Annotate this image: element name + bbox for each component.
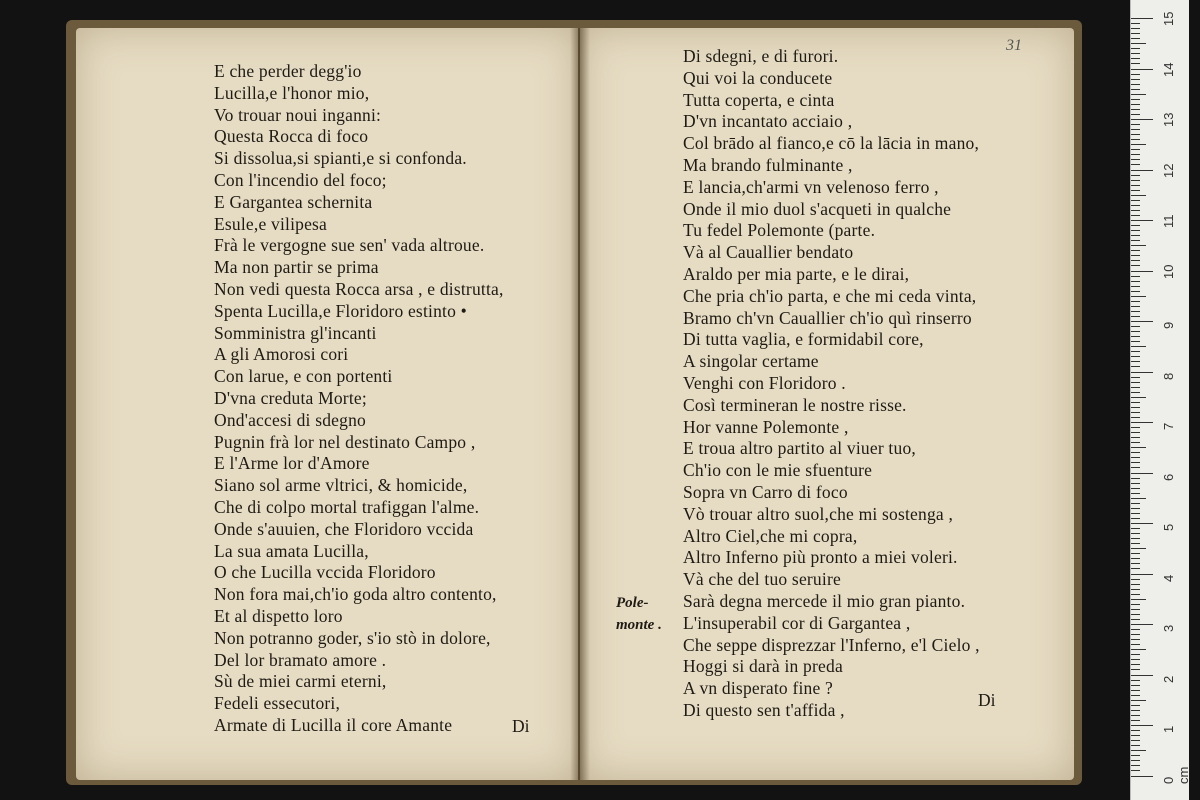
ruler-minor-tick [1131,331,1140,332]
ruler-minor-tick [1131,185,1140,186]
ruler-tick [1131,523,1153,524]
ruler-minor-tick [1131,609,1140,610]
ruler-minor-tick [1131,508,1140,509]
ruler-minor-tick [1131,730,1140,731]
speaker-label-line: monte . [616,617,662,633]
ruler-minor-tick [1131,109,1140,110]
text-line: D'vna creduta Morte; [214,387,367,408]
ruler-minor-tick [1131,498,1146,499]
ruler-tick [1131,220,1153,221]
text-line: Sarà degna mercede il mio gran pianto. [683,590,966,611]
ruler-minor-tick [1131,154,1140,155]
speaker-label [616,592,662,636]
ruler-minor-tick [1131,210,1140,211]
ruler-minor-tick [1131,240,1140,241]
ruler-minor-tick [1131,139,1140,140]
text-line: Così termineran le nostre risse. [683,394,907,415]
right-page-text [683,46,980,722]
ruler-minor-tick [1131,361,1140,362]
ruler-tick [1131,776,1153,777]
text-line: D'vn incantato acciaio , [683,111,853,132]
text-line: A gli Amorosi cori [214,344,349,365]
ruler-label: 2 [1161,675,1176,683]
ruler-minor-tick [1131,114,1140,115]
ruler-label: 11 [1161,214,1176,228]
ruler-minor-tick [1131,382,1140,383]
ruler-minor-tick [1131,700,1146,701]
ruler-minor-tick [1131,195,1146,196]
text-line: A singolar certame [683,351,819,372]
text-line: Vò trouar altro suol,che mi sostenga , [683,503,954,524]
ruler-minor-tick [1131,634,1140,635]
ruler-minor-tick [1131,104,1140,105]
text-line: E troua altro partito al viuer tuo, [683,438,916,459]
ruler-label: 10 [1161,264,1176,279]
ruler-minor-tick [1131,563,1140,564]
ruler-tick [1131,18,1153,19]
ruler-minor-tick [1131,705,1140,706]
text-line: Fedeli essecutori, [214,693,341,714]
ruler-minor-tick [1131,134,1140,135]
text-line: Non fora mai,ch'io goda altro contento, [214,584,497,605]
text-line: Altro Inferno più pronto a miei voleri. [683,547,958,568]
ruler-minor-tick [1131,695,1140,696]
ruler-minor-tick [1131,311,1140,312]
ruler-minor-tick [1131,685,1140,686]
text-line: Lucilla,e l'honor mio, [214,82,370,103]
ruler-minor-tick [1131,528,1140,529]
text-line: Non potranno goder, s'io stò in dolore, [214,627,491,648]
ruler-tick [1131,574,1153,575]
ruler-minor-tick [1131,341,1140,342]
text-line: Siano sol arme vltrici, & homicide, [214,475,468,496]
ruler-minor-tick [1131,336,1140,337]
ruler-minor-tick [1131,664,1140,665]
ruler-minor-tick [1131,149,1140,150]
ruler-tick [1131,119,1153,120]
ruler-minor-tick [1131,604,1140,605]
ruler-minor-tick [1131,129,1140,130]
ruler-minor-tick [1131,63,1140,64]
ruler-minor-tick [1131,599,1146,600]
left-catchword: Di [512,716,530,736]
ruler-minor-tick [1131,457,1140,458]
ruler-minor-tick [1131,644,1140,645]
ruler-minor-tick [1131,417,1140,418]
ruler-minor-tick [1131,548,1146,549]
text-line: Ma brando fulminante , [683,154,853,175]
text-line: Và al Cauallier bendato [683,242,854,263]
ruler-minor-tick [1131,38,1140,39]
ruler-minor-tick [1131,74,1140,75]
text-line: Frà le vergogne sue sen' vada altroue. [214,235,485,256]
ruler-minor-tick [1131,175,1140,176]
text-line: Che seppe disprezzar l'Inferno, e'l Cielo , [683,634,980,655]
ruler-minor-tick [1131,58,1140,59]
speaker-label-line: Pole- [616,595,649,611]
text-line: Di questo sen t'affida , [683,699,845,720]
ruler-minor-tick [1131,715,1140,716]
ruler-minor-tick [1131,442,1140,443]
ruler-minor-tick [1131,427,1140,428]
ruler-minor-tick [1131,89,1140,90]
ruler-minor-tick [1131,144,1146,145]
ruler-minor-tick [1131,629,1140,630]
text-line: La sua amata Lucilla, [214,540,369,561]
ruler-minor-tick [1131,619,1140,620]
ruler-minor-tick [1131,589,1140,590]
ruler-label: 4 [1161,574,1176,582]
ruler-minor-tick [1131,760,1140,761]
text-line: Con larue, e con portenti [214,366,393,387]
ruler-minor-tick [1131,316,1140,317]
ruler-minor-tick [1131,33,1140,34]
ruler-minor-tick [1131,412,1140,413]
text-line: Bramo ch'vn Cauallier ch'io quì rinserro [683,307,972,328]
ruler-minor-tick [1131,245,1146,246]
ruler-minor-tick [1131,518,1140,519]
ruler-minor-tick [1131,483,1140,484]
text-line: Armate di Lucilla il core Amante [214,714,453,735]
ruler-minor-tick [1131,23,1140,24]
ruler-minor-tick [1131,200,1140,201]
ruler-minor-tick [1131,755,1140,756]
text-line: Vo trouar noui inganni: [214,104,382,125]
text-line: Col brādo al fianco,e cō la lācia in mano, [683,133,980,154]
text-line: Pugnin frà lor nel destinato Campo , [214,431,476,452]
ruler-minor-tick [1131,255,1140,256]
text-line: L'insuperabil cor di Gargantea , [683,612,911,633]
ruler-minor-tick [1131,326,1140,327]
text-line: E Gargantea schernita [214,191,373,212]
text-line: Esule,e vilipesa [214,213,328,234]
ruler-minor-tick [1131,306,1140,307]
text-line: Somministra gl'incanti [214,322,377,343]
ruler-minor-tick [1131,260,1140,261]
text-line: Di tutta vaglia, e formidabil core, [683,329,924,350]
ruler-label: 7 [1161,422,1176,430]
ruler-minor-tick [1131,291,1140,292]
ruler-label: 13 [1161,112,1176,127]
text-line: O che Lucilla vccida Floridoro [214,562,436,583]
ruler-minor-tick [1131,377,1140,378]
ruler-minor-tick [1131,750,1146,751]
ruler-minor-tick [1131,387,1140,388]
text-line: Che di colpo mortal trafiggan l'alme. [214,496,480,517]
ruler-minor-tick [1131,432,1140,433]
ruler-minor-tick [1131,649,1146,650]
ruler-minor-tick [1131,745,1140,746]
ruler-minor-tick [1131,690,1140,691]
ruler-tick [1131,271,1153,272]
text-line: Altro Ciel,che mi copra, [683,525,858,546]
ruler-minor-tick [1131,190,1140,191]
ruler-minor-tick [1131,346,1146,347]
ruler-minor-tick [1131,286,1140,287]
ruler-minor-tick [1131,584,1140,585]
text-line: Tu fedel Polemonte (parte. [683,220,876,241]
text-line: Qui voi la conducete [683,67,833,88]
ruler-minor-tick [1131,48,1140,49]
ruler-minor-tick [1131,488,1140,489]
ruler-label: 8 [1161,372,1176,380]
ruler-minor-tick [1131,680,1140,681]
text-line: Ond'accesi di sdegno [214,409,366,430]
ruler-minor-tick [1131,296,1146,297]
text-line: Di sdegni, e di furori. [683,46,839,66]
ruler-minor-tick [1131,53,1140,54]
text-line: Ma non partir se prima [214,257,379,278]
text-line: Và che del tuo seruire [683,569,841,590]
ruler-tick [1131,69,1153,70]
ruler-minor-tick [1131,669,1140,670]
ruler-label: 3 [1161,624,1176,632]
ruler-minor-tick [1131,614,1140,615]
ruler-minor-tick [1131,180,1140,181]
ruler-minor-tick [1131,765,1140,766]
ruler-label: 15 [1161,11,1176,26]
text-line: Venghi con Floridoro . [683,372,846,393]
ruler-minor-tick [1131,538,1140,539]
ruler-minor-tick [1131,493,1140,494]
ruler-minor-tick [1131,265,1140,266]
text-line: Onde s'auuien, che Floridoro vccida [214,518,474,539]
ruler-minor-tick [1131,452,1140,453]
ruler-minor-tick [1131,654,1140,655]
ruler-minor-tick [1131,770,1140,771]
ruler-minor-tick [1131,437,1140,438]
ruler-minor-tick [1131,124,1140,125]
ruler-minor-tick [1131,720,1140,721]
ruler-minor-tick [1131,164,1140,165]
ruler-minor-tick [1131,79,1140,80]
right-catchword: Di [978,690,996,710]
text-line: A vn disperato fine ? [683,678,833,699]
ruler-minor-tick [1131,159,1140,160]
ruler-minor-tick [1131,639,1140,640]
text-line: Tutta coperta, e cinta [683,89,835,110]
ruler-minor-tick [1131,579,1140,580]
left-page-text [214,61,504,737]
book-gutter [570,28,590,780]
text-line: E che perder degg'io [214,61,362,81]
ruler-tick [1131,725,1153,726]
ruler-minor-tick [1131,397,1146,398]
text-line: Si dissolua,si spianti,e si confonda. [214,148,467,169]
text-line: Et al dispetto loro [214,605,343,626]
ruler-minor-tick [1131,301,1140,302]
ruler-minor-tick [1131,710,1140,711]
ruler-minor-tick [1131,543,1140,544]
text-line: Onde il mio duol s'acqueti in qualche [683,198,952,219]
ruler-minor-tick [1131,276,1140,277]
text-line: Non vedi questa Rocca arsa , e distrutta, [214,278,504,299]
ruler-minor-tick [1131,43,1146,44]
ruler-minor-tick [1131,356,1140,357]
ruler-minor-tick [1131,503,1140,504]
ruler-minor-tick [1131,402,1140,403]
ruler-minor-tick [1131,594,1140,595]
ruler-minor-tick [1131,366,1140,367]
text-line: Che pria ch'io parta, e che mi ceda vinta, [683,285,977,306]
ruler-tick [1131,473,1153,474]
ruler-label: 6 [1161,473,1176,481]
ruler-tick [1131,321,1153,322]
measurement-ruler [1130,0,1189,800]
ruler-tick [1131,170,1153,171]
ruler-minor-tick [1131,99,1140,100]
text-line: Hoggi si darà in preda [683,656,843,677]
text-line: Hor vanne Polemonte , [683,416,849,437]
ruler-minor-tick [1131,250,1140,251]
ruler-label: 0 cm [1161,766,1191,784]
ruler-tick [1131,372,1153,373]
text-line: Araldo per mia parte, e le dirai, [683,263,910,284]
text-line: Del lor bramato amore . [214,649,387,670]
ruler-minor-tick [1131,467,1140,468]
text-line: Sopra vn Carro di foco [683,481,848,502]
ruler-minor-tick [1131,568,1140,569]
ruler-minor-tick [1131,462,1140,463]
ruler-minor-tick [1131,225,1140,226]
text-line: Spenta Lucilla,e Floridoro estinto • [214,300,467,321]
ruler-minor-tick [1131,447,1146,448]
text-line: Sù de miei carmi eterni, [214,671,387,692]
ruler-minor-tick [1131,351,1140,352]
ruler-minor-tick [1131,740,1140,741]
ruler-minor-tick [1131,659,1140,660]
text-line: Questa Rocca di foco [214,126,369,147]
text-line: Ch'io con le mie sfuenture [683,460,873,481]
ruler-minor-tick [1131,84,1140,85]
ruler-label: 1 [1161,725,1176,733]
ruler-minor-tick [1131,94,1146,95]
ruler-minor-tick [1131,558,1140,559]
ruler-minor-tick [1131,533,1140,534]
text-line: E l'Arme lor d'Amore [214,453,370,474]
ruler-minor-tick [1131,205,1140,206]
ruler-minor-tick [1131,215,1140,216]
ruler-label: 14 [1161,62,1176,77]
text-line: Con l'incendio del foco; [214,169,387,190]
ruler-minor-tick [1131,407,1140,408]
page-number: 31 [1006,37,1022,54]
ruler-tick [1131,624,1153,625]
ruler-minor-tick [1131,735,1140,736]
ruler-tick [1131,675,1153,676]
ruler-minor-tick [1131,230,1140,231]
ruler-minor-tick [1131,478,1140,479]
ruler-minor-tick [1131,28,1140,29]
ruler-minor-tick [1131,553,1140,554]
text-line: E lancia,ch'armi vn velenoso ferro , [683,176,939,197]
ruler-minor-tick [1131,235,1140,236]
ruler-label: 12 [1161,163,1176,178]
ruler-minor-tick [1131,513,1140,514]
ruler-label: 9 [1161,321,1176,329]
ruler-tick [1131,422,1153,423]
ruler-minor-tick [1131,281,1140,282]
ruler-label: 5 [1161,523,1176,531]
ruler-minor-tick [1131,392,1140,393]
